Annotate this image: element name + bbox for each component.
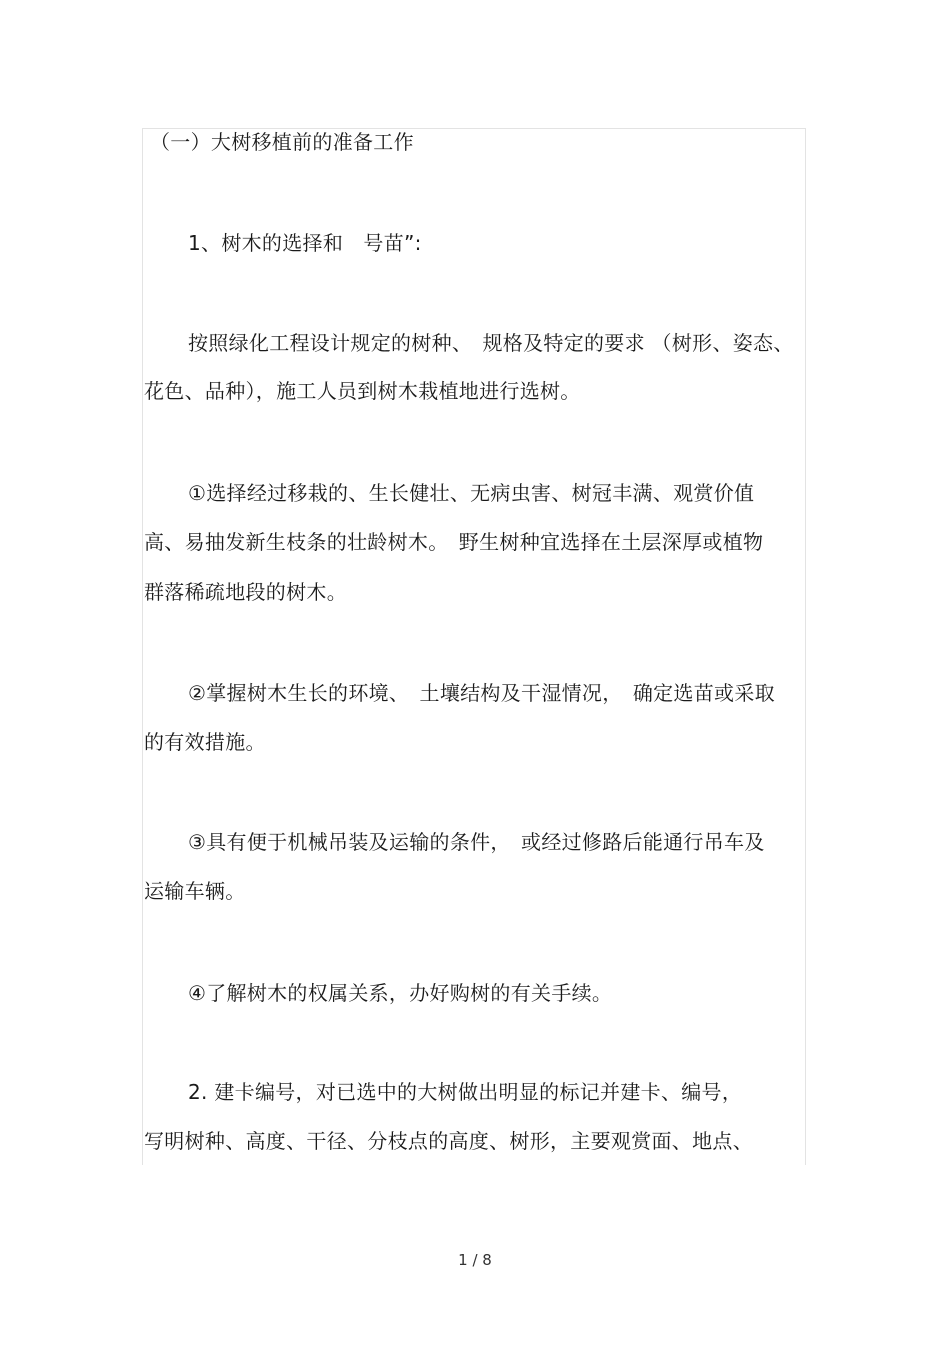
item2-line1: 2. 建卡编号，对已选中的大树做出明显的标记并建卡、编号， bbox=[188, 1080, 743, 1104]
point3-line1: ③具有便于机械吊装及运输的条件， 或经过修路后能通行吊车及 bbox=[188, 830, 765, 854]
page-content-frame bbox=[142, 128, 806, 1165]
point1-line3: 群落稀疏地段的树木。 bbox=[144, 580, 347, 604]
point2-line2: 的有效措施。 bbox=[144, 730, 266, 754]
para1-line1: 按照绿化工程设计规定的树种、 规格及特定的要求 （树形、姿态、 bbox=[188, 331, 794, 355]
page-number: 1 / 8 bbox=[458, 1251, 492, 1269]
point2-line1: ②掌握树木生长的环境、 土壤结构及干湿情况， 确定选苗或采取 bbox=[188, 681, 775, 705]
section-title: （一）大树移植前的准备工作 bbox=[150, 130, 414, 154]
item2-line2: 写明树种、高度、干径、分枝点的高度、树形，主要观赏面、地点、 bbox=[144, 1129, 753, 1153]
point3-line2: 运输车辆。 bbox=[144, 879, 246, 903]
para1-line2: 花色、品种），施工人员到树木栽植地进行选树。 bbox=[144, 379, 581, 403]
item1-heading: 1、树木的选择和 号苗”: bbox=[188, 231, 422, 255]
point4-line1: ④了解树木的权属关系，办好购树的有关手续。 bbox=[188, 981, 613, 1005]
point1-line1: ①选择经过移栽的、生长健壮、无病虫害、树冠丰满、观赏价值 bbox=[188, 481, 755, 505]
point1-line2: 高、易抽发新生枝条的壮龄树木。 野生树种宜选择在土层深厚或植物 bbox=[144, 530, 764, 554]
